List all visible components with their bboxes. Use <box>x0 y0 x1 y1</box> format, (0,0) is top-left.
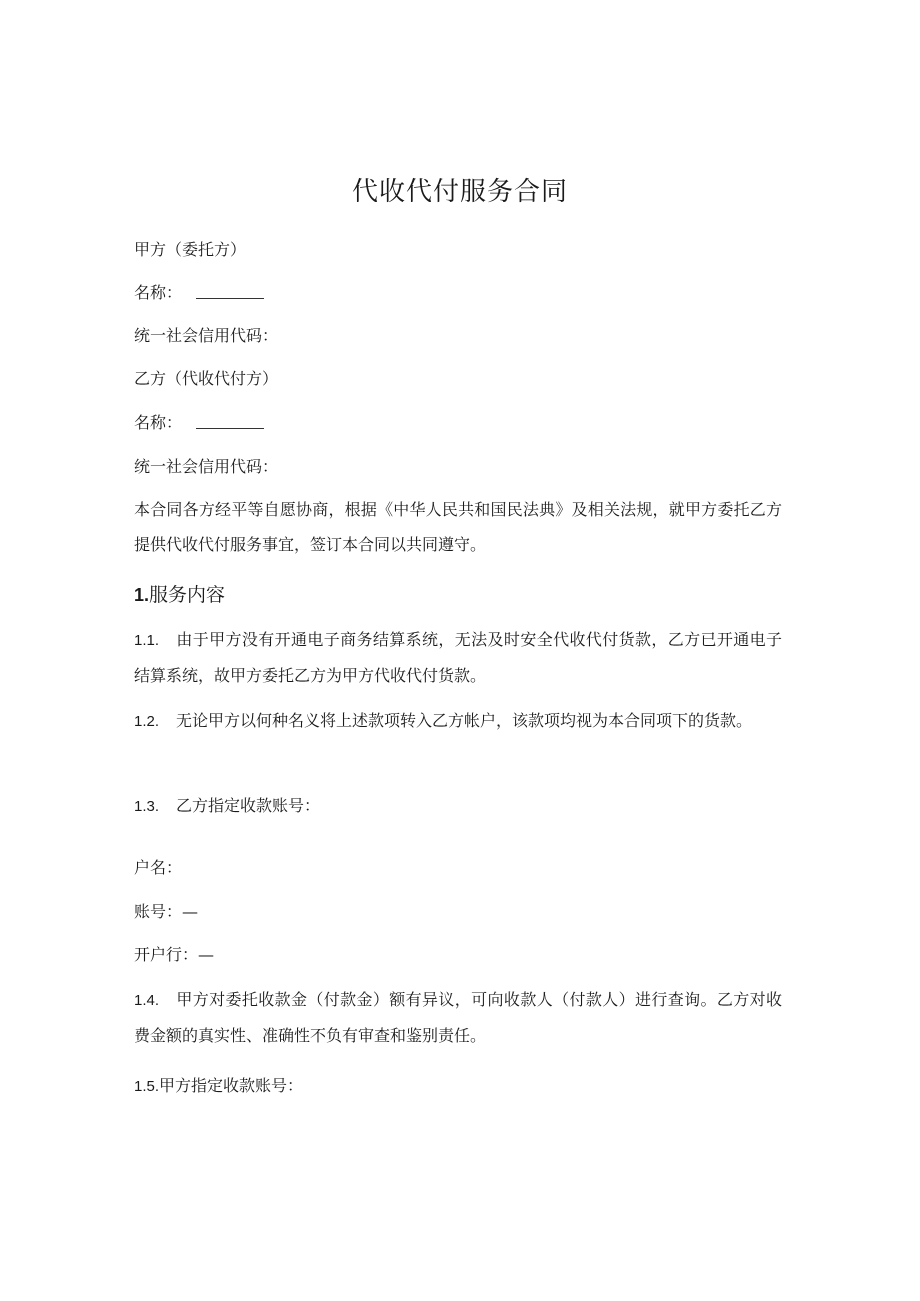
party-b-name-row <box>134 412 264 434</box>
clause-number: 1.1. <box>134 632 160 649</box>
clause-1-3 <box>134 788 782 824</box>
section-1-heading <box>134 581 225 609</box>
clause-text: 由于甲方没有开通电子商务结算系统，无法及时安全代收代付货款，乙方已开通电子结算系统，故甲方委托乙方为甲方代收代付货款。 <box>134 630 782 685</box>
clause-1-4 <box>134 982 782 1053</box>
section-1-number: 1. <box>134 585 150 605</box>
account-holder-label: 户名： <box>134 858 183 877</box>
clause-1-5 <box>134 1068 782 1104</box>
party-a-heading: 甲方（委托方） <box>134 240 247 259</box>
clause-text: 乙方指定收款账号： <box>176 796 321 815</box>
party-b-heading: 乙方（代收代付方） <box>134 369 279 388</box>
clause-number: 1.2. <box>134 713 160 730</box>
clause-number: 1.5. <box>134 1078 160 1095</box>
clause-number: 1.3. <box>134 798 160 815</box>
party-a-name-label: 名称： <box>134 283 183 302</box>
party-b-name-blank <box>196 418 264 429</box>
clause-text: 甲方对委托收款金（付款金）额有异议，可向收款人（付款人）进行查询。乙方对收费金额的真实性、准确性不负有审查和鉴别责任。 <box>134 990 782 1045</box>
clause-1-1 <box>134 622 782 693</box>
document-title: 代收代付服务合同 <box>351 177 568 207</box>
party-b-name-label: 名称： <box>134 413 183 432</box>
clause-number: 1.4. <box>134 992 160 1009</box>
account-bank-label: 开户行：— <box>134 945 215 964</box>
section-1-title: 服务内容 <box>149 584 226 606</box>
preamble-paragraph: 本合同各方经平等自愿协商，根据《中华人民共和国民法典》及相关法规，就甲方委托乙方提供代收代付服务事宜，签订本合同以共同遵守。 <box>134 500 782 554</box>
party-a-credit-code-label: 统一社会信用代码： <box>134 326 279 345</box>
party-a-name-row <box>134 282 264 304</box>
party-a-name-blank <box>196 288 264 299</box>
clause-1-2 <box>134 703 782 739</box>
clause-text: 甲方指定收款账号： <box>159 1076 304 1095</box>
account-number-label: 账号：— <box>134 902 199 921</box>
party-b-credit-code-label: 统一社会信用代码： <box>134 457 279 476</box>
clause-text: 无论甲方以何种名义将上述款项转入乙方帐户，该款项均视为本合同项下的货款。 <box>176 711 753 730</box>
